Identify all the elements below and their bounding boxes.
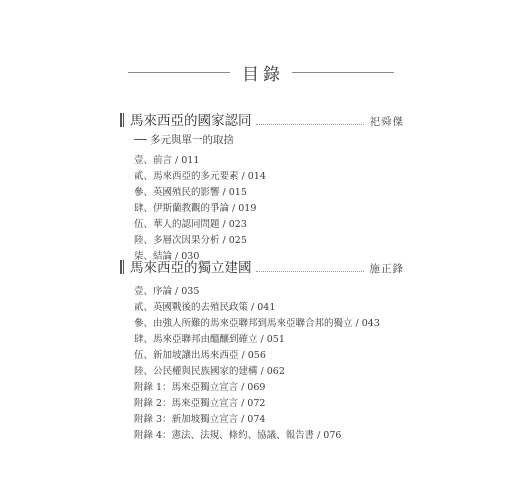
toc-entry[interactable]: 貳、馬來西亞的多元要素 / 014 — [134, 171, 266, 182]
section-heading[interactable] — [120, 111, 404, 129]
toc-title: 目錄 — [242, 64, 284, 85]
toc-entry[interactable]: 肆、馬來亞聯邦由醞釀到確立 / 051 — [134, 334, 285, 345]
toc-entry[interactable]: 肆、伊斯蘭教觀的爭論 / 019 — [134, 203, 257, 214]
section-title: 馬來西亞的獨立建國 — [130, 260, 252, 276]
entry-list — [134, 284, 404, 444]
toc-entry[interactable]: 陸、多層次因果分析 / 025 — [134, 235, 247, 246]
section-author: 施正鋒 — [369, 263, 404, 275]
toc-entry[interactable]: 貳、英國戰後的去殖民政策 / 041 — [134, 302, 276, 313]
section-heading[interactable] — [120, 258, 404, 276]
header-rule-left — [128, 72, 230, 73]
toc-entry[interactable]: 壹、前言 / 011 — [134, 155, 200, 166]
toc-section-2 — [120, 258, 404, 444]
section-author: 祀舜傑 — [369, 116, 404, 128]
section-marker-icon — [120, 260, 124, 274]
section-subtitle: ── 多元與單一的取捨 — [134, 134, 234, 146]
toc-section-1 — [120, 111, 404, 265]
toc-entry[interactable]: 附錄 2：馬來亞獨立宣言 / 072 — [134, 398, 266, 409]
toc-entry[interactable]: 柒、結論 / 030 — [134, 251, 200, 262]
section-marker-icon — [120, 113, 124, 127]
section-title: 馬來西亞的國家認同 — [130, 113, 252, 129]
toc-header — [128, 58, 394, 86]
toc-entry[interactable]: 附錄 4：憲法、法規、條約、協議、報告書 / 076 — [134, 430, 342, 441]
toc-entry[interactable]: 壹、序論 / 035 — [134, 286, 200, 297]
toc-entry[interactable]: 陸、公民權與民族國家的建構 / 062 — [134, 366, 285, 377]
entry-list — [134, 153, 404, 265]
leader-dots — [256, 124, 364, 125]
toc-entry[interactable]: 參、英國殖民的影響 / 015 — [134, 187, 247, 198]
toc-entry[interactable]: 附錄 3：新加坡獨立宣言 / 074 — [134, 414, 266, 425]
leader-dots — [256, 271, 364, 272]
toc-entry[interactable]: 參、由強人所難的馬來亞聯邦到馬來亞聯合邦的獨立 / 043 — [134, 318, 380, 329]
toc-entry[interactable]: 附錄 1：馬來亞獨立宣言 / 069 — [134, 382, 266, 393]
toc-entry[interactable]: 伍、華人的認同問題 / 023 — [134, 219, 247, 230]
toc-entry[interactable]: 伍、新加坡讓出馬來西亞 / 056 — [134, 350, 266, 361]
header-rule-right — [292, 72, 394, 73]
